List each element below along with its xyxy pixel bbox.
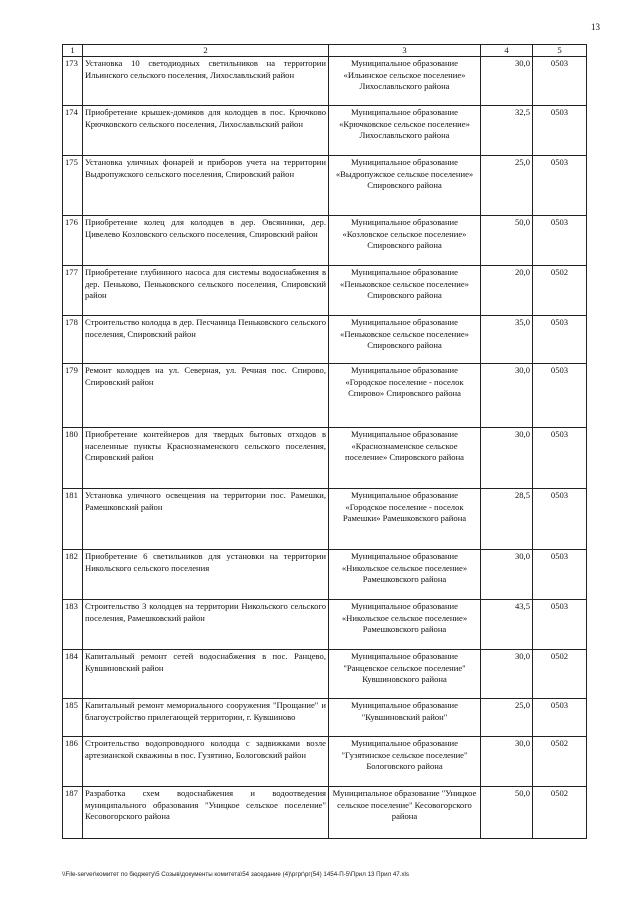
amount: 30,0 xyxy=(481,550,533,600)
amount: 35,0 xyxy=(481,316,533,364)
budget-code: 0503 xyxy=(533,428,587,489)
table-row xyxy=(63,650,587,699)
project-name: Приобретение 6 светильников для установки на территории Никольского сельского поселения xyxy=(83,550,329,600)
amount: 30,0 xyxy=(481,364,533,428)
budget-code: 0503 xyxy=(533,600,587,650)
budget-code: 0503 xyxy=(533,216,587,266)
amount: 43,5 xyxy=(481,600,533,650)
header-col-2: 2 xyxy=(83,45,329,57)
project-name: Капитальный ремонт мемориального сооружения "Прощание" и благоустройство прилегающей территории, г. Кувшиново xyxy=(83,699,329,737)
recipient: Муниципальное образование «Выдропужское сельское поселение» Спировского района xyxy=(329,156,481,216)
project-name: Приобретение контейнеров для твердых бытовых отходов в населенные пункты Краснознаменского сельского поселения, Спировский район xyxy=(83,428,329,489)
recipient: Муниципальное образование «Городское поселение - поселок Спирово» Спировского района xyxy=(329,364,481,428)
row-number: 175 xyxy=(63,156,83,216)
file-path-footer: \\File-server\комитет по бюджету\5 Созыв\документы комитета\54 заседание (4)\ргрг\рг(54) 1454-П-5\Прил 13 Прил 47.xls xyxy=(62,871,410,878)
project-name: Строительство колодца в дер. Песчаница Пеньковского сельского поселения, Спировский район xyxy=(83,316,329,364)
project-name: Разработка схем водоснабжения и водоотведения муниципального образования "Уницкое сельское поселение" Кесовогорского района xyxy=(83,787,329,839)
table-row xyxy=(63,57,587,106)
project-name: Приобретение колец для колодцев в дер. Овсянники, дер. Цивелево Козловского сельского поселения, Спировский район xyxy=(83,216,329,266)
row-number: 173 xyxy=(63,57,83,106)
row-number: 184 xyxy=(63,650,83,699)
header-row xyxy=(63,45,587,57)
table-row xyxy=(63,106,587,156)
project-name: Ремонт колодцев на ул. Северная, ул. Речная пос. Спирово, Спировский район xyxy=(83,364,329,428)
project-name: Установка 10 светодиодных светильников на территории Ильинского сельского поселения, Лихославльский район xyxy=(83,57,329,106)
recipient: Муниципальное образование «Пеньковское сельское поселение» Спировского района xyxy=(329,316,481,364)
row-number: 187 xyxy=(63,787,83,839)
recipient: Муниципальное образование "Уницкое сельское поселение" Кесовогорского района xyxy=(329,787,481,839)
header-col-4: 4 xyxy=(481,45,533,57)
budget-code: 0503 xyxy=(533,699,587,737)
header-col-3: 3 xyxy=(329,45,481,57)
recipient: Муниципальное образование «Пеньковское сельское поселение» Спировского района xyxy=(329,266,481,316)
budget-code: 0502 xyxy=(533,787,587,839)
row-number: 176 xyxy=(63,216,83,266)
project-name: Строительство водопроводного колодца с задвижками возле артезианской скважины в пос. Гузятино, Бологовский район xyxy=(83,737,329,787)
amount: 20,0 xyxy=(481,266,533,316)
amount: 30,0 xyxy=(481,650,533,699)
project-name: Приобретение крышек-домиков для колодцев в пос. Крючково Крючковского сельского поселения, Лихославльский район xyxy=(83,106,329,156)
recipient: Муниципальное образование «Городское поселение - поселок Рамешки» Рамешковского района xyxy=(329,489,481,550)
recipient: Муниципальное образование "Кувшиновский район" xyxy=(329,699,481,737)
row-number: 182 xyxy=(63,550,83,600)
budget-code: 0503 xyxy=(533,156,587,216)
recipient: Муниципальное образование "Гузятинское сельское поселение" Бологовского района xyxy=(329,737,481,787)
recipient: Муниципальное образование «Крючковское сельское поселение» Лихославльского района xyxy=(329,106,481,156)
table-row xyxy=(63,364,587,428)
row-number: 174 xyxy=(63,106,83,156)
table-row xyxy=(63,216,587,266)
amount: 25,0 xyxy=(481,156,533,216)
budget-code: 0503 xyxy=(533,550,587,600)
row-number: 183 xyxy=(63,600,83,650)
project-name: Установка уличных фонарей и приборов учета на территории Выдропужского сельского поселения, Спировский район xyxy=(83,156,329,216)
amount: 25,0 xyxy=(481,699,533,737)
row-number: 178 xyxy=(63,316,83,364)
table-row xyxy=(63,428,587,489)
recipient: Муниципальное образование "Ранцевское сельское поселение" Кувшиновского района xyxy=(329,650,481,699)
budget-code: 0502 xyxy=(533,266,587,316)
project-name: Капитальный ремонт сетей водоснабжения в пос. Ранцево, Кувшиновский район xyxy=(83,650,329,699)
budget-code: 0503 xyxy=(533,316,587,364)
amount: 30,0 xyxy=(481,428,533,489)
project-name: Приобретение глубинного насоса для системы водоснабжения в дер. Пеньково, Пеньковского сельского поселения, Спировский район xyxy=(83,266,329,316)
table-row xyxy=(63,699,587,737)
budget-code: 0503 xyxy=(533,106,587,156)
budget-code: 0502 xyxy=(533,737,587,787)
recipient: Муниципальное образование «Краснознаменское сельское поселение» Спировского района xyxy=(329,428,481,489)
project-name: Строительство 3 колодцев на территории Никольского сельского поселения, Рамешковский район xyxy=(83,600,329,650)
amount: 30,0 xyxy=(481,57,533,106)
appropriations-table xyxy=(62,44,587,839)
table-row xyxy=(63,316,587,364)
header-col-1: 1 xyxy=(63,45,83,57)
page-number: 13 xyxy=(591,22,600,32)
budget-code: 0503 xyxy=(533,364,587,428)
amount: 32,5 xyxy=(481,106,533,156)
table-row xyxy=(63,600,587,650)
header-col-5: 5 xyxy=(533,45,587,57)
table-row xyxy=(63,266,587,316)
row-number: 180 xyxy=(63,428,83,489)
row-number: 186 xyxy=(63,737,83,787)
table-row xyxy=(63,550,587,600)
row-number: 185 xyxy=(63,699,83,737)
recipient: Муниципальное образование «Ильинское сельское поселение» Лихославльского района xyxy=(329,57,481,106)
amount: 50,0 xyxy=(481,216,533,266)
table-row xyxy=(63,156,587,216)
table-row xyxy=(63,489,587,550)
budget-code: 0503 xyxy=(533,489,587,550)
recipient: Муниципальное образование «Козловское сельское поселение» Спировского района xyxy=(329,216,481,266)
amount: 50,0 xyxy=(481,787,533,839)
project-name: Установка уличного освещения на территории пос. Рамешки, Рамешковский район xyxy=(83,489,329,550)
amount: 28,5 xyxy=(481,489,533,550)
table-row xyxy=(63,737,587,787)
recipient: Муниципальное образование «Никольское сельское поселение» Рамешковского района xyxy=(329,600,481,650)
row-number: 181 xyxy=(63,489,83,550)
table-row xyxy=(63,787,587,839)
row-number: 179 xyxy=(63,364,83,428)
recipient: Муниципальное образование «Никольское сельское поселение» Рамешковского района xyxy=(329,550,481,600)
amount: 30,0 xyxy=(481,737,533,787)
budget-code: 0503 xyxy=(533,57,587,106)
budget-code: 0502 xyxy=(533,650,587,699)
row-number: 177 xyxy=(63,266,83,316)
